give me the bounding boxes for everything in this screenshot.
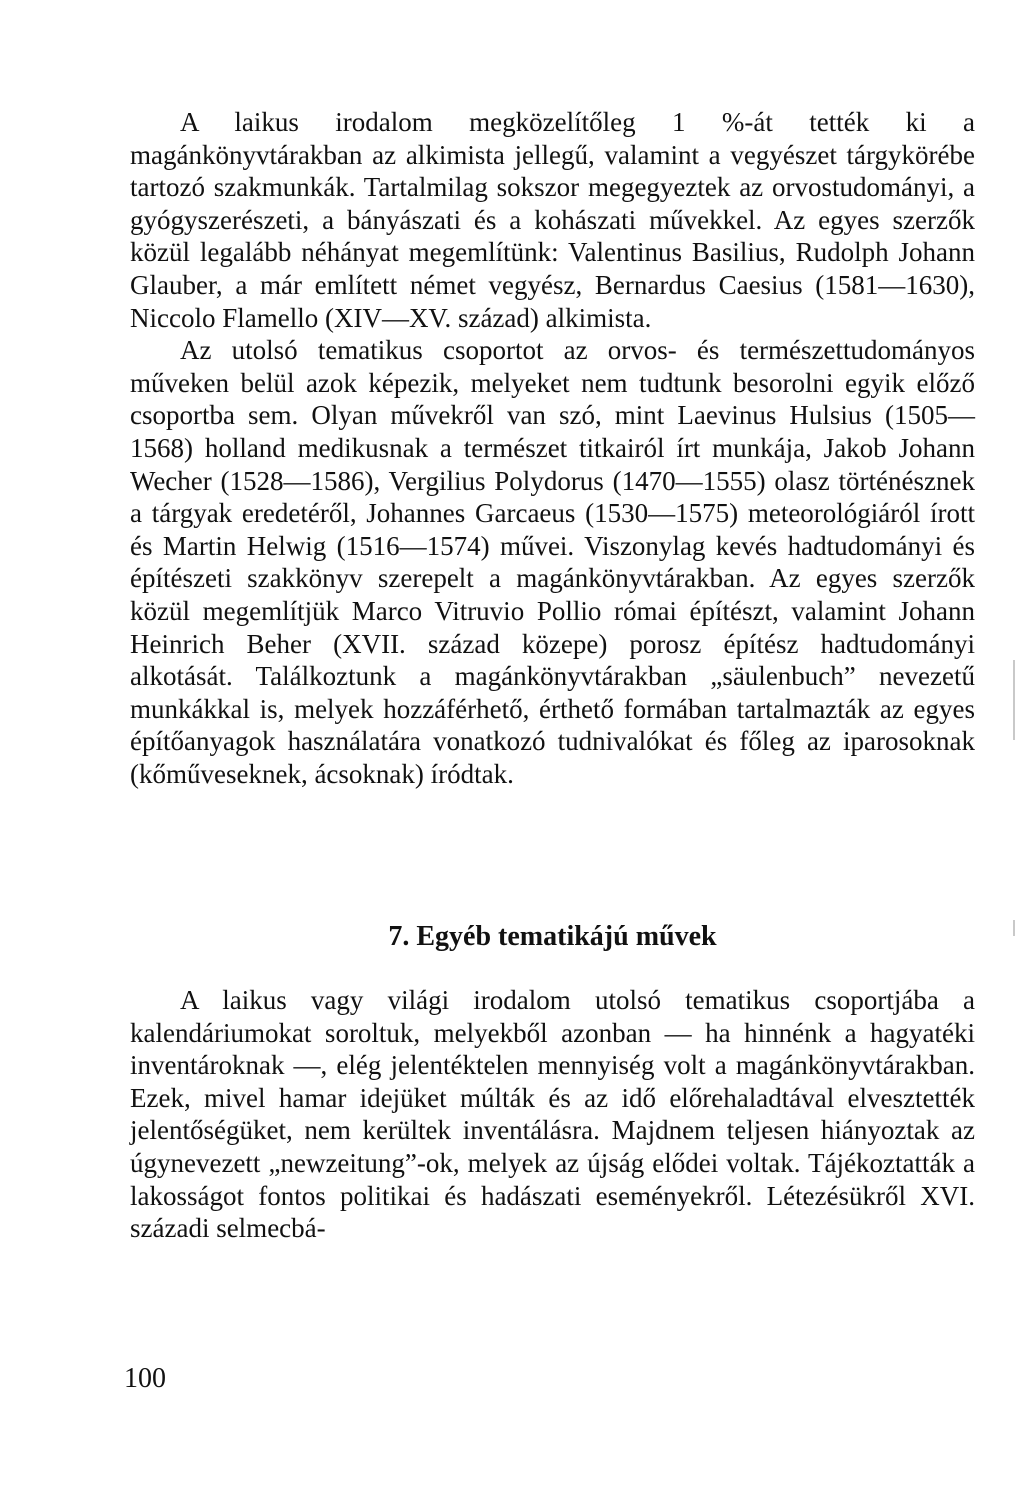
body-text-bottom (130, 984, 975, 1245)
paragraph-other-sciences: Az utolsó tematikus csoportot az orvos- és természettudományos műveken belül azok képezik, melyeket nem tudtunk besorolni egyik előző csoportba sem. Olyan művekről van szó, mint Laevinus Hulsius (1505—1568) holland medikusnak a természet titkairól írt munkája, Jakob Johann Wecher (1528—1586), Vergilius Polydorus (1470—1555) olasz történésznek a tárgyak eredetéről, Johannes Garcaeus (1530—1575) meteorológiáról írott és Martin Helwig (1516—1574) művei. Viszonylag kevés hadtudományi és építészeti szakkönyv szerepelt a magánkönyvtárakban. Az egyes szerzők közül megemlítjük Marco Vitruvio Pollio római építészt, valamint Johann Heinrich Beher (XVII. század közepe) porosz építész hadtudományi alkotását. Találkoztunk a magánkönyvtárakban „säulenbuch” nevezetű munkákkal is, melyek hozzáférhető, érthető formában tartalmazták az egyes építőanyagok használatára vonatkozó tudnivalókat és főleg az iparosoknak (kőműveseknek, ácsoknak) íródtak. (130, 335, 975, 789)
paragraph-alchemy: A laikus irodalom megközelítőleg 1 %-át tették ki a magánkönyvtárakban az alkimista jellegű, valamint a vegyészet tárgykörébe tartozó szakmunkák. Tartalmilag sokszor megegyeztek az orvostudományi, a gyógyszerészeti, a bányászati és a kohászati művekkel. Az egyes szerzők közül legalább néhányat megemlítünk: Valentinus Basilius, Rudolph Johann Glauber, a már említett német vegyész, Bernardus Caesius (1581—1630), Niccolo Flamello (XIV—XV. század) alkimista. (130, 107, 975, 333)
body-text-top (130, 106, 975, 790)
scan-margin-mark (1013, 660, 1015, 740)
page-number: 100 (124, 1363, 166, 1394)
paragraph-calendars: A laikus vagy világi irodalom utolsó tematikus csoportjába a kalendáriumokat soroltuk, melyekből azonban — ha hinnénk a hagyatéki inventároknak —, elég jelentéktelen mennyiség volt a magánkönyvtárakban. Ezek, mivel hamar idejüket múlták és az idő előrehaladtával elvesztették jelentőségüket, nem kerültek inventálásra. Majdnem teljesen hiányoztak az úgynevezett „newzeitung”-ok, melyek az újság elődei voltak. Tájékoztatták a lakosságot fontos politikai és hadászati eseményekről. Létezésükről XVI. századi selmecbá- (130, 985, 975, 1244)
section-heading: 7. Egyéb tematikájú művek (388, 921, 717, 952)
scan-margin-mark (1013, 920, 1015, 936)
